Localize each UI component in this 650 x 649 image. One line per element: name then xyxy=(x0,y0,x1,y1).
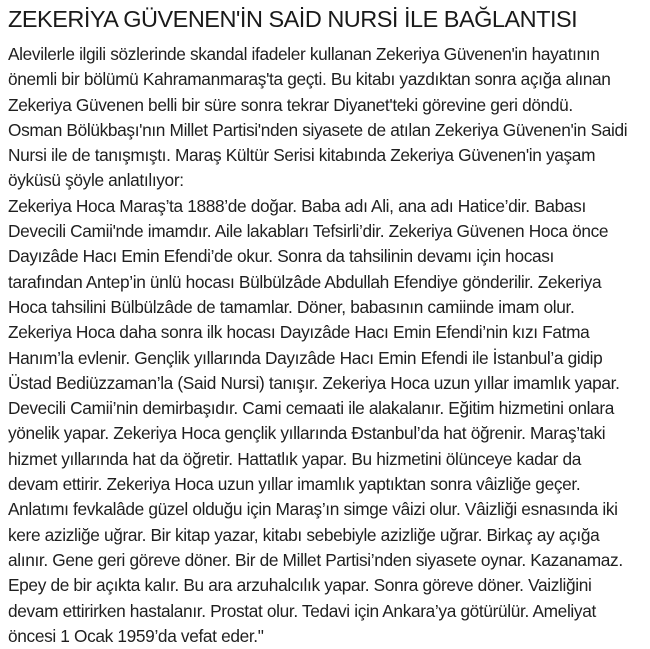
text-line: alınır. Gene geri göreve döner. Bir de Millet Partisi’nden siyasete oynar. Kazanamaz. xyxy=(8,549,623,570)
text-line: önemli bir bölümü Kahramanmaraş'ta geçti. Bu kitabı yazdıktan sonra açığa alınan xyxy=(8,69,611,90)
text-line: devam ettirirken hastalanır. Prostat olur. Tedavi için Ankara’ya götürülür. Ameliyat xyxy=(8,600,596,621)
text-line: devam ettirir. Zekeriya Hoca uzun yıllar imamlık yaptıktan sonra vâizliğe geçer. xyxy=(8,474,581,495)
text-line: hizmet yıllarında hat da öğretir. Hattatlık yapar. Bu hizmetini ölünceye kadar da xyxy=(8,448,581,469)
text-line: tarafından Antep’in ünlü hocası Bülbülzâde Abdullah Efendiye gönderilir. Zekeriya xyxy=(8,271,602,292)
text-line: Üstad Bediüzzaman’la (Said Nursi) tanışır. Zekeriya Hoca uzun yıllar imamlık yapar. xyxy=(8,372,620,393)
text-line: Dayızâde Hacı Emin Efendi’de okur. Sonra da tahsilinin devamı için hocası xyxy=(8,246,554,267)
text-line: Alevilerle ilgili sözlerinde skandal ifadeler kullanan Zekeriya Güvenen'in hayatının xyxy=(8,44,600,64)
text-line: Nursi ile de tanışmıştı. Maraş Kültür Serisi kitabında Zekeriya Güvenen'in yaşam xyxy=(8,145,596,166)
text-line: Zekeriya Hoca daha sonra ilk hocası Dayızâde Hacı Emin Efendi’nin kızı Fatma xyxy=(8,322,590,343)
text-line: Zekeriya Hoca Maraş’ta 1888’de doğar. Baba adı Ali, ana adı Hatice’dir. Babası xyxy=(8,195,586,216)
text-line: Hoca tahsilini Bülbülzâde de tamamlar. Döner, babasının camiinde imam olur. xyxy=(8,296,575,317)
text-line: Osman Bölükbaşı'nın Millet Partisi'nden siyasete de atılan Zekeriya Güvenen'in Saidi xyxy=(8,119,628,140)
article-body xyxy=(8,42,627,649)
text-line: Zekeriya Güvenen belli bir süre sonra tekrar Diyanet'teki görevine geri döndü. xyxy=(8,94,573,115)
text-line: Devecili Camii’nin demirbaşıdır. Cami cemaati ile alakalanır. Eğitim hizmetini onlara xyxy=(8,398,615,419)
text-line: Devecili Camii'nde imamdır. Aile lakabları Tefsirli’dir. Zekeriya Güvenen Hoca önce xyxy=(8,221,609,242)
text-line: yönelik yapar. Zekeriya Hoca gençlik yıllarında Đstanbul’da hat öğrenir. Maraş’taki xyxy=(8,423,606,444)
article-title: ZEKERİYA GÜVENEN'İN SAİD NURSİ İLE BAĞLANTISI xyxy=(8,6,578,32)
paragraph xyxy=(8,42,627,194)
paragraph xyxy=(8,194,627,649)
text-line: öyküsü şöyle anlatılıyor: xyxy=(8,170,184,191)
text-line: Hanım’la evlenir. Gençlik yıllarında Dayızâde Hacı Emin Efendi ile İstanbul’a gidip xyxy=(8,347,603,368)
text-line: Epey de bir açıkta kalır. Bu ara arzuhalcılık yapar. Sonra göreve döner. Vaizliğini xyxy=(8,575,592,596)
text-line: öncesi 1 Ocak 1959’da vefat eder." xyxy=(8,625,264,646)
text-line: kere azizliğe uğrar. Bir kitap yazar, kitabı sebebiyle azizliğe uğrar. Birkaç ay açığa xyxy=(8,524,600,545)
text-line: Anlatımı fevkalâde güzel olduğu için Maraş’ın simge vâizi olur. Vâizliği esnasında iki xyxy=(8,499,618,520)
